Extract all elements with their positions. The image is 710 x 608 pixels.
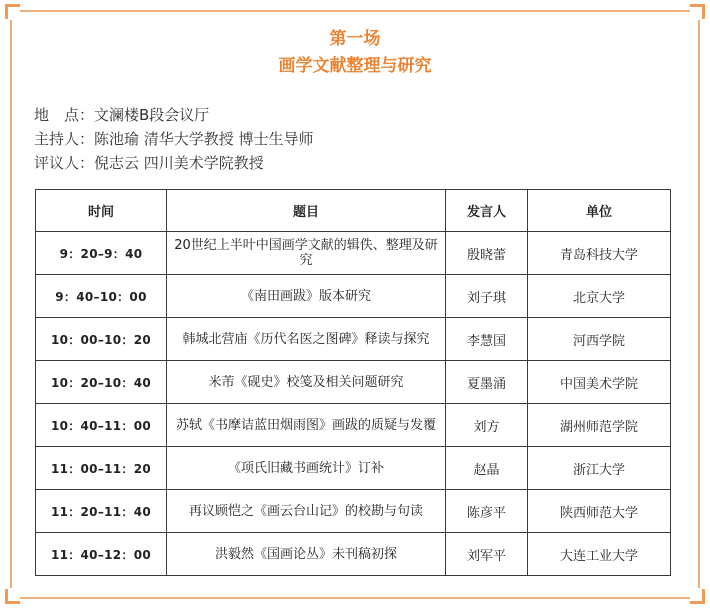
frame-right-line (698, 20, 700, 588)
cell-time: 11：00–11：20 (36, 447, 167, 490)
cell-affiliation: 陕西师范大学 (528, 490, 671, 533)
cell-time: 10：40–11：00 (36, 404, 167, 447)
cell-affiliation: 浙江大学 (528, 447, 671, 490)
cell-affiliation: 北京大学 (528, 275, 671, 318)
cell-speaker: 李慧国 (446, 318, 528, 361)
cell-time: 9：40–10：00 (36, 275, 167, 318)
corner-bracket-bottom-left (5, 589, 20, 604)
frame-left-line (10, 20, 12, 588)
venue-line: 地 点：文澜楼B段会议厅 (34, 106, 210, 124)
cell-speaker: 刘方 (446, 404, 528, 447)
session-title: 第一场 (329, 29, 381, 49)
corner-bracket-top-left (5, 4, 20, 19)
cell-topic: 苏轼《书摩诘蓝田烟雨图》画跋的质疑与发覆 (167, 404, 446, 447)
frame-top-line (20, 10, 690, 12)
schedule-table (35, 189, 671, 576)
table-row (36, 275, 671, 318)
session-theme: 画学文献整理与研究 (278, 56, 432, 76)
cell-speaker: 刘军平 (446, 533, 528, 576)
cell-topic: 洪毅然《国画论丛》未刊稿初探 (167, 533, 446, 576)
table-row (36, 533, 671, 576)
cell-affiliation: 中国美术学院 (528, 361, 671, 404)
table-row (36, 361, 671, 404)
cell-topic: 《项氏旧藏书画统计》订补 (167, 447, 446, 490)
header-affiliation: 单位 (528, 190, 671, 232)
host-line: 主持人：陈池瑜 清华大学教授 博士生导师 (34, 130, 314, 148)
header-speaker: 发言人 (446, 190, 528, 232)
cell-affiliation: 大连工业大学 (528, 533, 671, 576)
cell-speaker: 夏墨涌 (446, 361, 528, 404)
cell-topic: 《南田画跋》版本研究 (167, 275, 446, 318)
cell-speaker: 陈彦平 (446, 490, 528, 533)
cell-speaker: 刘子琪 (446, 275, 528, 318)
cell-speaker: 赵晶 (446, 447, 528, 490)
cell-affiliation: 青岛科技大学 (528, 232, 671, 275)
cell-topic: 韩城北营庙《历代名医之图碑》释读与探究 (167, 318, 446, 361)
table-row (36, 490, 671, 533)
cell-topic: 米芾《砚史》校笺及相关问题研究 (167, 361, 446, 404)
header-topic: 题目 (167, 190, 446, 232)
corner-bracket-top-right (690, 4, 705, 19)
cell-time: 9：20–9：40 (36, 232, 167, 275)
reviewer-line: 评议人：倪志云 四川美术学院教授 (34, 154, 264, 172)
cell-time: 10：20–10：40 (36, 361, 167, 404)
table-row (36, 404, 671, 447)
session-info (34, 103, 314, 175)
table-row (36, 447, 671, 490)
frame-bottom-line (20, 597, 690, 599)
cell-affiliation: 湖州师范学院 (528, 404, 671, 447)
corner-bracket-bottom-right (690, 589, 705, 604)
table-header-row (36, 190, 671, 232)
cell-topic: 再议顾恺之《画云台山记》的校勘与句读 (167, 490, 446, 533)
cell-time: 10：00–10：20 (36, 318, 167, 361)
header-time: 时间 (36, 190, 167, 232)
cell-time: 11：20–11：40 (36, 490, 167, 533)
cell-speaker: 殷晓蕾 (446, 232, 528, 275)
cell-time: 11：40–12：00 (36, 533, 167, 576)
cell-topic: 20世纪上半叶中国画学文献的辑佚、整理及研究 (167, 232, 446, 275)
cell-affiliation: 河西学院 (528, 318, 671, 361)
table-row (36, 318, 671, 361)
table-row (36, 232, 671, 275)
